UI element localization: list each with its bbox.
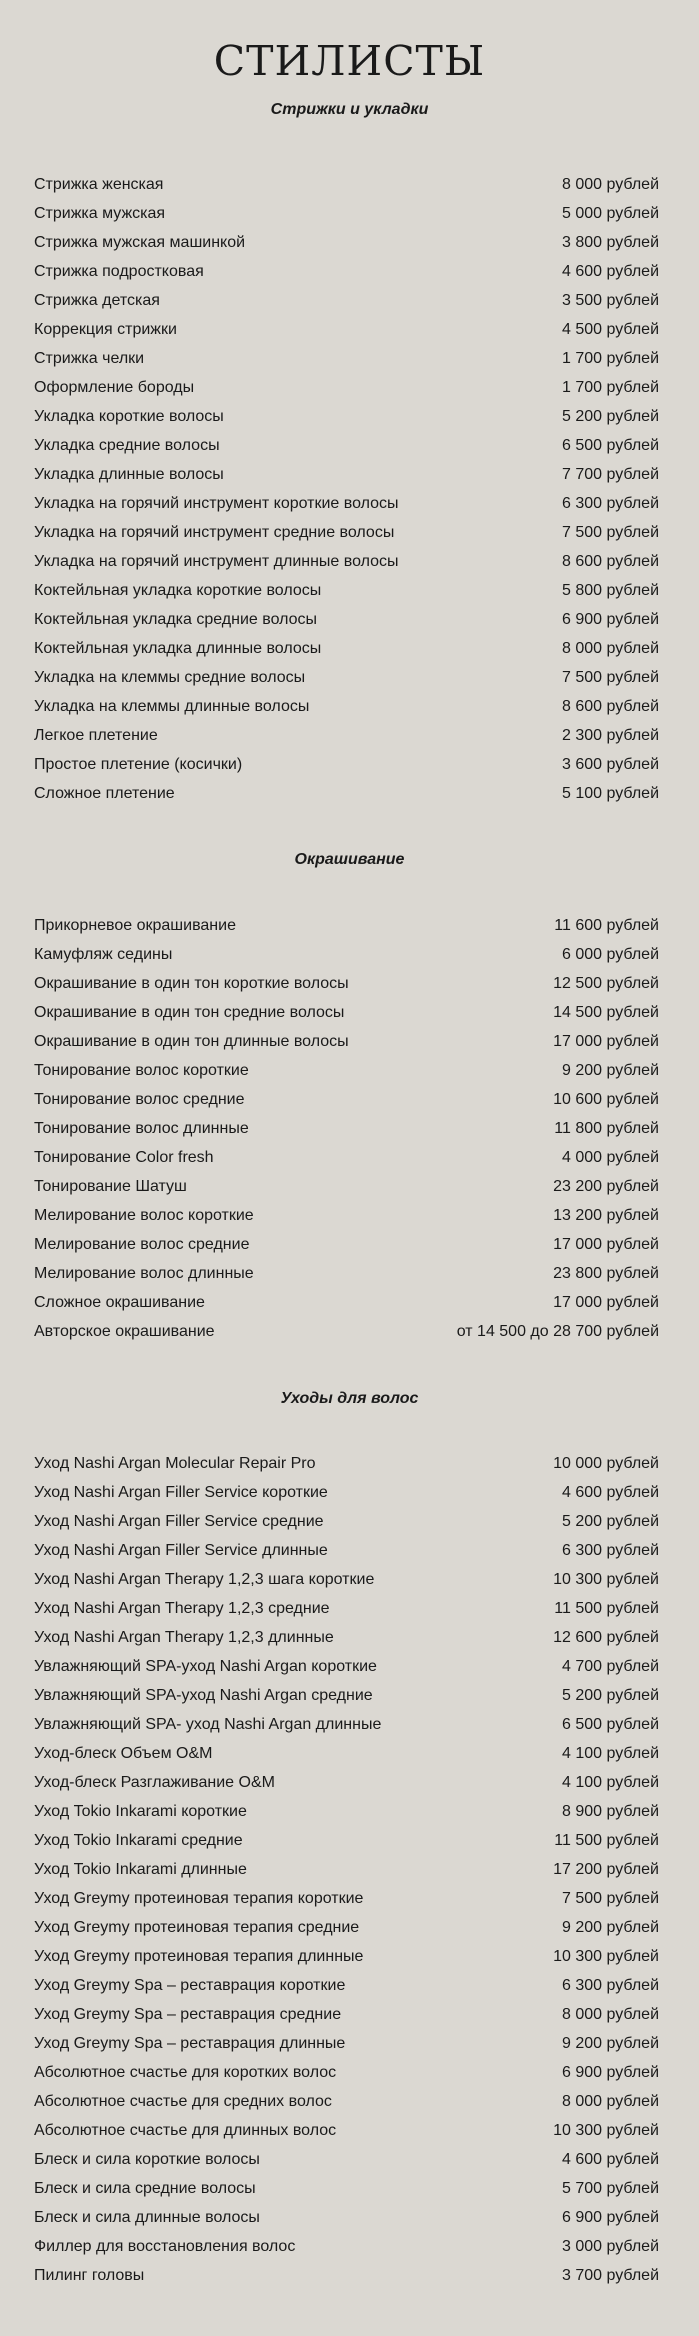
- price-row: [34, 257, 659, 286]
- service-price: 3 600 рублей: [562, 756, 659, 773]
- service-name: Коррекция стрижки: [34, 321, 177, 338]
- service-name: Оформление бороды: [34, 379, 195, 396]
- service-name: Уход-блеск Разглаживание O&M: [34, 1774, 275, 1791]
- price-row: [34, 1507, 659, 1536]
- service-name: Блеск и сила средние волосы: [34, 2180, 256, 2197]
- price-row: [34, 1230, 659, 1259]
- service-price: 4 600 рублей: [562, 2151, 659, 2168]
- service-name: Тонирование волос длинные: [34, 1120, 249, 1137]
- service-name: Стрижка мужская машинкой: [34, 234, 246, 251]
- price-row: [34, 998, 659, 1027]
- service-name: Уход Greymy Spa – реставрация средние: [34, 2006, 342, 2023]
- price-row: [34, 1288, 659, 1317]
- service-price: 9 200 рублей: [562, 1062, 659, 1079]
- service-price: 8 000 рублей: [562, 640, 659, 657]
- service-name: Филлер для восстановления волос: [34, 2238, 296, 2255]
- service-name: Стрижка мужская: [34, 205, 166, 222]
- service-name: Мелирование волос длинные: [34, 1265, 254, 1282]
- price-row: [34, 344, 659, 373]
- service-name: Прикорневое окрашивание: [34, 917, 236, 934]
- price-row: [34, 779, 659, 808]
- service-price: 4 100 рублей: [562, 1774, 659, 1791]
- service-price: 5 000 рублей: [562, 205, 659, 222]
- service-price: 2 300 рублей: [562, 727, 659, 744]
- service-name: Стрижка женская: [34, 176, 164, 193]
- service-name: Сложное плетение: [34, 785, 175, 802]
- coloring-list: [34, 911, 659, 1346]
- price-row: [34, 1143, 659, 1172]
- service-name: Стрижка детская: [34, 292, 160, 309]
- service-name: Увлажняющий SPA- уход Nashi Argan длинные: [34, 1716, 382, 1733]
- service-name: Уход Nashi Argan Filler Service длинные: [34, 1542, 328, 1559]
- price-row: [34, 228, 659, 257]
- page-title: СТИЛИСТЫ: [213, 37, 486, 85]
- service-price: 8 000 рублей: [562, 176, 659, 193]
- service-name: Увлажняющий SPA-уход Nashi Argan средние: [34, 1687, 373, 1704]
- service-price: 8 000 рублей: [562, 2093, 659, 2110]
- price-row: [34, 2261, 659, 2290]
- service-name: Укладка на клеммы средние волосы: [34, 669, 306, 686]
- service-price: 12 600 рублей: [553, 1629, 659, 1646]
- service-price: 3 500 рублей: [562, 292, 659, 309]
- service-name: Стрижка подростковая: [34, 263, 204, 280]
- service-name: Тонирование волос средние: [34, 1091, 245, 1108]
- price-row: [34, 1971, 659, 2000]
- service-name: Уход Greymy протеиновая терапия длинные: [34, 1948, 364, 1965]
- service-price: 6 900 рублей: [562, 2209, 659, 2226]
- service-price: 9 200 рублей: [562, 2035, 659, 2052]
- price-row: [34, 460, 659, 489]
- service-name: Увлажняющий SPA-уход Nashi Argan короткие: [34, 1658, 377, 1675]
- service-price: 7 500 рублей: [562, 524, 659, 541]
- service-price: 6 300 рублей: [562, 1977, 659, 1994]
- service-price: 10 300 рублей: [553, 2122, 659, 2139]
- service-price: 3 800 рублей: [562, 234, 659, 251]
- price-row: [34, 1884, 659, 1913]
- service-price: 7 700 рублей: [562, 466, 659, 483]
- service-name: Уход Nashi Argan Molecular Repair Pro: [34, 1455, 316, 1472]
- service-name: Легкое плетение: [34, 727, 158, 744]
- service-price: 3 700 рублей: [562, 2267, 659, 2284]
- price-row: [34, 1681, 659, 1710]
- service-price: 8 000 рублей: [562, 2006, 659, 2023]
- price-row: [34, 1201, 659, 1230]
- section-title-haircuts: Стрижки и укладки: [270, 101, 429, 118]
- service-price: 13 200 рублей: [553, 1207, 659, 1224]
- price-row: [34, 605, 659, 634]
- service-price: 17 000 рублей: [553, 1033, 659, 1050]
- service-name: Укладка на горячий инструмент длинные волосы: [34, 553, 399, 570]
- price-row: [34, 2174, 659, 2203]
- price-row: [34, 2000, 659, 2029]
- price-row: [34, 1826, 659, 1855]
- service-price: 10 300 рублей: [553, 1948, 659, 1965]
- service-name: Укладка на горячий инструмент короткие волосы: [34, 495, 399, 512]
- section-title-hair-care: Уходы для волос: [280, 1390, 419, 1407]
- service-price: 5 100 рублей: [562, 785, 659, 802]
- price-row: [34, 940, 659, 969]
- price-row: [34, 721, 659, 750]
- service-name: Коктейльная укладка длинные волосы: [34, 640, 322, 657]
- price-row: [34, 1855, 659, 1884]
- service-price: 6 300 рублей: [562, 1542, 659, 1559]
- service-name: Мелирование волос средние: [34, 1236, 250, 1253]
- price-row: [34, 1085, 659, 1114]
- price-row: [34, 518, 659, 547]
- price-row: [34, 2145, 659, 2174]
- service-name: Камуфляж седины: [34, 946, 173, 963]
- service-name: Коктейльная укладка короткие волосы: [34, 582, 322, 599]
- service-name: Коктейльная укладка средние волосы: [34, 611, 318, 628]
- service-price: 4 600 рублей: [562, 1484, 659, 1501]
- price-row: [34, 576, 659, 605]
- price-row: [34, 1114, 659, 1143]
- service-name: Уход Greymy протеиновая терапия короткие: [34, 1890, 364, 1907]
- service-price: 11 500 рублей: [554, 1832, 659, 1849]
- service-price: 6 500 рублей: [562, 1716, 659, 1733]
- price-row: [34, 1710, 659, 1739]
- service-price: 14 500 рублей: [553, 1004, 659, 1021]
- service-price: 11 600 рублей: [554, 917, 659, 934]
- price-row: [34, 170, 659, 199]
- service-price: 7 500 рублей: [562, 1890, 659, 1907]
- service-name: Стрижка челки: [34, 350, 145, 367]
- price-row: [34, 1768, 659, 1797]
- service-name: Укладка средние волосы: [34, 437, 220, 454]
- service-price: 5 200 рублей: [562, 408, 659, 425]
- service-name: Уход-блеск Объем O&M: [34, 1745, 213, 1762]
- service-name: Уход Nashi Argan Therapy 1,2,3 шага короткие: [34, 1571, 375, 1588]
- service-price: 8 600 рублей: [562, 698, 659, 715]
- service-name: Уход Tokio Inkarami короткие: [34, 1803, 247, 1820]
- service-name: Сложное окрашивание: [34, 1294, 205, 1311]
- service-name: Блеск и сила короткие волосы: [34, 2151, 260, 2168]
- price-row: [34, 1652, 659, 1681]
- service-price: 17 000 рублей: [553, 1294, 659, 1311]
- service-name: Окрашивание в один тон длинные волосы: [34, 1033, 349, 1050]
- price-row: [34, 1172, 659, 1201]
- price-row: [34, 547, 659, 576]
- service-price: 17 200 рублей: [553, 1861, 659, 1878]
- price-row: [34, 315, 659, 344]
- price-row: [34, 2203, 659, 2232]
- price-row: [34, 2232, 659, 2261]
- price-row: [34, 634, 659, 663]
- price-row: [34, 1797, 659, 1826]
- service-name: Тонирование Шатуш: [34, 1178, 187, 1195]
- price-row: [34, 1478, 659, 1507]
- service-price: 8 600 рублей: [562, 553, 659, 570]
- price-row: [34, 2087, 659, 2116]
- service-name: Укладка короткие волосы: [34, 408, 224, 425]
- service-price: 6 900 рублей: [562, 2064, 659, 2081]
- service-price: 7 500 рублей: [562, 669, 659, 686]
- price-row: [34, 1623, 659, 1652]
- service-price: 5 800 рублей: [562, 582, 659, 599]
- price-row: [34, 286, 659, 315]
- price-row: [34, 1259, 659, 1288]
- haircuts-list: [34, 170, 659, 808]
- service-name: Авторское окрашивание: [34, 1323, 215, 1340]
- service-name: Уход Nashi Argan Filler Service средние: [34, 1513, 324, 1530]
- price-row: [34, 2116, 659, 2145]
- service-name: Уход Greymy Spa – реставрация короткие: [34, 1977, 346, 1994]
- service-name: Окрашивание в один тон средние волосы: [34, 1004, 345, 1021]
- service-price: 6 900 рублей: [562, 611, 659, 628]
- service-price: 9 200 рублей: [562, 1919, 659, 1936]
- service-price: 10 300 рублей: [553, 1571, 659, 1588]
- service-price: 5 700 рублей: [562, 2180, 659, 2197]
- service-name: Абсолютное счастье для длинных волос: [34, 2122, 337, 2139]
- service-name: Абсолютное счастье для средних волос: [34, 2093, 332, 2110]
- service-name: Уход Nashi Argan Filler Service короткие: [34, 1484, 328, 1501]
- service-name: Блеск и сила длинные волосы: [34, 2209, 260, 2226]
- service-price: 4 100 рублей: [562, 1745, 659, 1762]
- service-price: 23 800 рублей: [553, 1265, 659, 1282]
- service-price: 6 300 рублей: [562, 495, 659, 512]
- service-price: 12 500 рублей: [553, 975, 659, 992]
- price-row: [34, 1942, 659, 1971]
- service-name: Простое плетение (косички): [34, 756, 243, 773]
- price-row: [34, 1056, 659, 1085]
- service-price: 10 600 рублей: [553, 1091, 659, 1108]
- price-row: [34, 489, 659, 518]
- service-price: 11 800 рублей: [554, 1120, 659, 1137]
- price-row: [34, 1913, 659, 1942]
- service-price: 6 000 рублей: [562, 946, 659, 963]
- service-price: 4 700 рублей: [562, 1658, 659, 1675]
- service-name: Абсолютное счастье для коротких волос: [34, 2064, 337, 2081]
- service-name: Уход Nashi Argan Therapy 1,2,3 средние: [34, 1600, 330, 1617]
- price-row: [34, 2058, 659, 2087]
- price-row: [34, 431, 659, 460]
- price-row: [34, 1565, 659, 1594]
- service-price: 4 500 рублей: [562, 321, 659, 338]
- price-row: [34, 692, 659, 721]
- price-row: [34, 750, 659, 779]
- service-price: 17 000 рублей: [553, 1236, 659, 1253]
- service-price: 5 200 рублей: [562, 1513, 659, 1530]
- service-name: Тонирование Color fresh: [34, 1149, 214, 1166]
- service-name: Уход Tokio Inkarami длинные: [34, 1861, 247, 1878]
- service-price: 1 700 рублей: [562, 350, 659, 367]
- price-row: [34, 1739, 659, 1768]
- service-price: 11 500 рублей: [554, 1600, 659, 1617]
- price-row: [34, 373, 659, 402]
- section-title-coloring: Окрашивание: [294, 851, 405, 868]
- price-row: [34, 663, 659, 692]
- service-price: 4 000 рублей: [562, 1149, 659, 1166]
- price-row: [34, 1027, 659, 1056]
- service-name: Пилинг головы: [34, 2267, 145, 2284]
- service-name: Уход Nashi Argan Therapy 1,2,3 длинные: [34, 1629, 334, 1646]
- service-price: 10 000 рублей: [553, 1455, 659, 1472]
- price-row: [34, 199, 659, 228]
- service-name: Укладка длинные волосы: [34, 466, 224, 483]
- service-name: Укладка на клеммы длинные волосы: [34, 698, 310, 715]
- service-name: Окрашивание в один тон короткие волосы: [34, 975, 349, 992]
- service-name: Уход Tokio Inkarami средние: [34, 1832, 243, 1849]
- service-price: 5 200 рублей: [562, 1687, 659, 1704]
- service-price: от 14 500 до 28 700 рублей: [456, 1323, 659, 1340]
- price-row: [34, 1449, 659, 1478]
- price-row: [34, 1594, 659, 1623]
- service-price: 4 600 рублей: [562, 263, 659, 280]
- price-row: [34, 1317, 659, 1346]
- price-row: [34, 402, 659, 431]
- service-price: 8 900 рублей: [562, 1803, 659, 1820]
- service-name: Уход Greymy Spa – реставрация длинные: [34, 2035, 346, 2052]
- service-name: Тонирование волос короткие: [34, 1062, 249, 1079]
- service-price: 6 500 рублей: [562, 437, 659, 454]
- service-name: Уход Greymy протеиновая терапия средние: [34, 1919, 360, 1936]
- service-name: Укладка на горячий инструмент средние волосы: [34, 524, 395, 541]
- service-price: 23 200 рублей: [553, 1178, 659, 1195]
- hair-care-list: [34, 1449, 659, 2290]
- service-price: 1 700 рублей: [562, 379, 659, 396]
- price-row: [34, 2029, 659, 2058]
- price-row: [34, 969, 659, 998]
- service-price: 3 000 рублей: [562, 2238, 659, 2255]
- price-row: [34, 1536, 659, 1565]
- service-name: Мелирование волос короткие: [34, 1207, 254, 1224]
- price-row: [34, 911, 659, 940]
